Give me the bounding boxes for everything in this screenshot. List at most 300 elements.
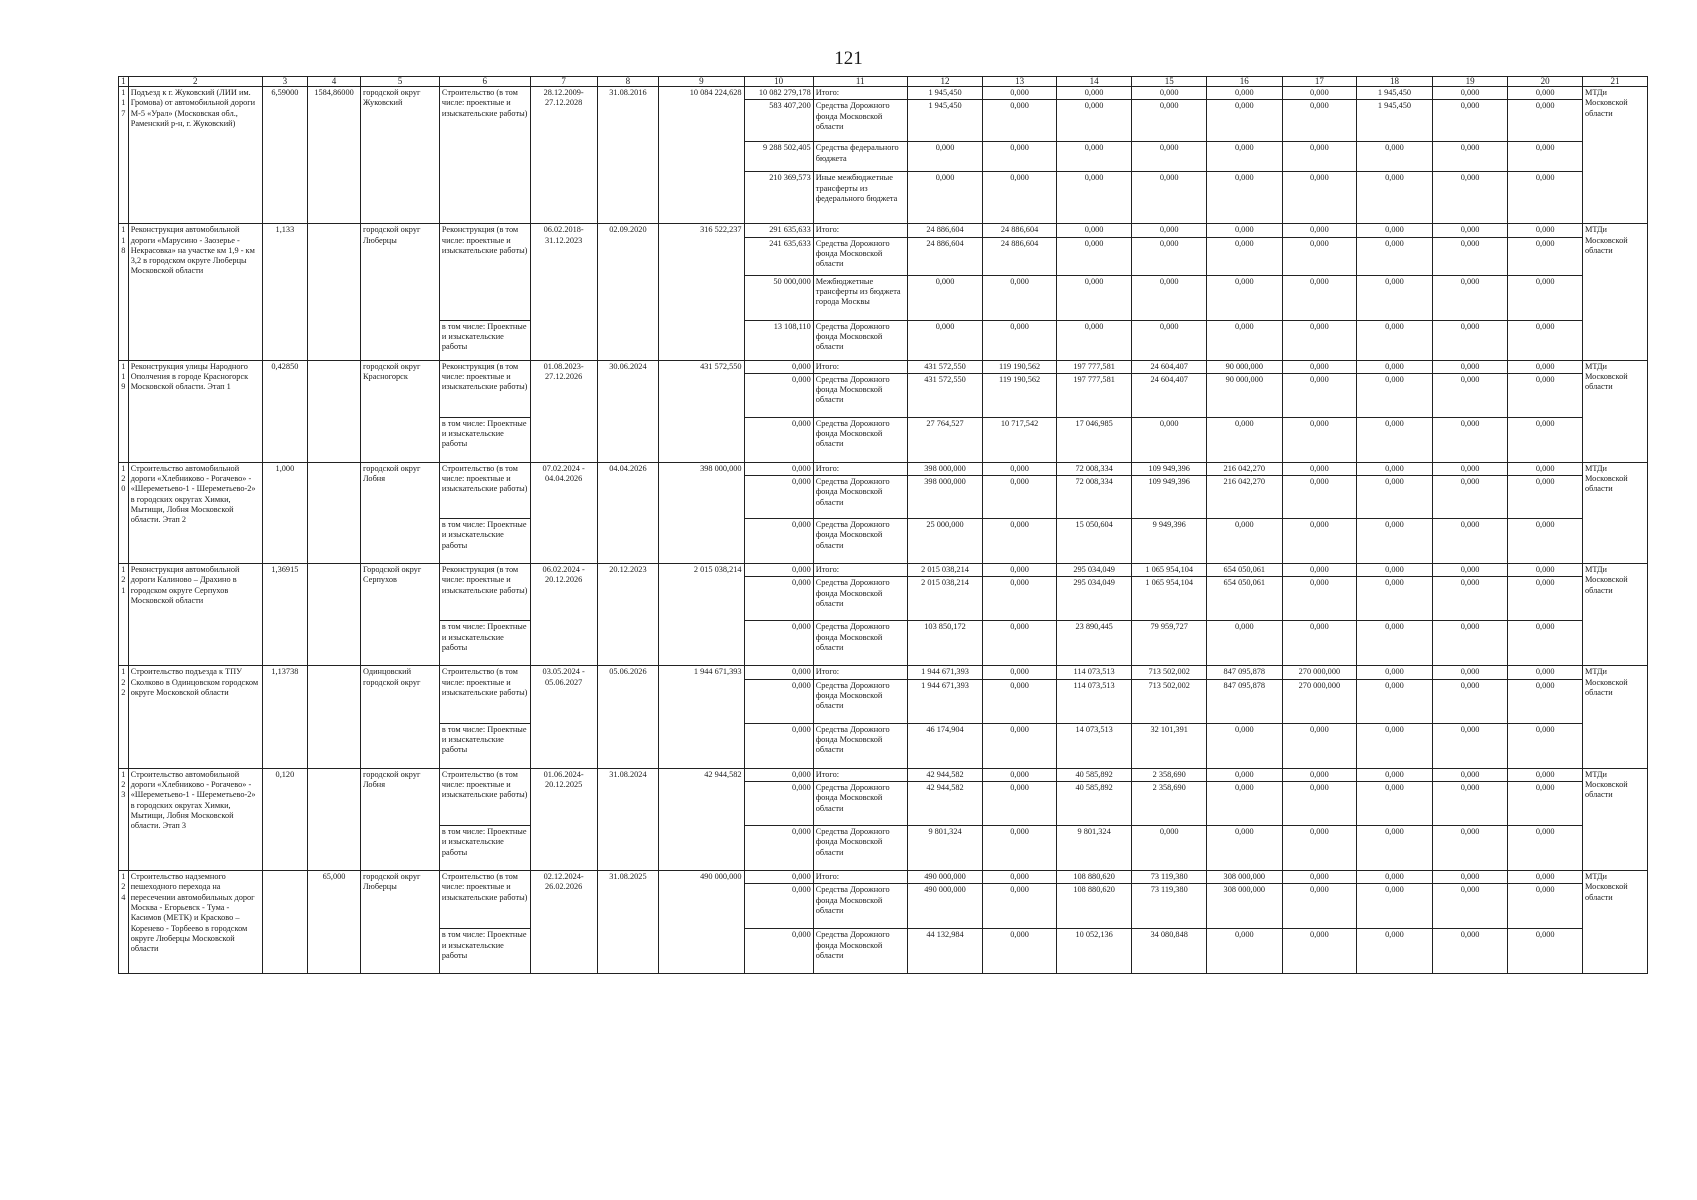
year-amount: 79 959,727 bbox=[1132, 621, 1207, 666]
year-amount: 0,000 bbox=[1282, 519, 1357, 564]
funding-source: Итого: bbox=[813, 224, 907, 237]
year-amount: 0,000 bbox=[1282, 768, 1357, 781]
year-amount: 46 174,904 bbox=[907, 723, 983, 768]
record-row bbox=[119, 360, 1648, 373]
year-amount: 0,000 bbox=[1206, 621, 1282, 666]
length-value: 65,000 bbox=[308, 871, 361, 974]
year-amount: 0,000 bbox=[907, 320, 983, 360]
funded-to-date: 13 108,110 bbox=[744, 320, 813, 360]
year-amount: 0,000 bbox=[983, 462, 1056, 475]
funded-to-date: 0,000 bbox=[744, 929, 813, 974]
year-amount: 0,000 bbox=[1056, 237, 1132, 275]
year-amount: 0,000 bbox=[1357, 237, 1433, 275]
year-amount: 90 000,000 bbox=[1206, 360, 1282, 373]
year-amount: 0,000 bbox=[1206, 929, 1282, 974]
estimated-cost: 490 000,000 bbox=[659, 871, 744, 974]
municipality: Одинцовский городской округ bbox=[361, 666, 440, 768]
year-amount: 0,000 bbox=[1206, 320, 1282, 360]
year-amount: 0,000 bbox=[1132, 417, 1207, 462]
work-type: Строительство (в том числе: проектные и изыскательские работы) bbox=[439, 462, 530, 518]
year-amount: 0,000 bbox=[1357, 320, 1433, 360]
funded-to-date: 0,000 bbox=[744, 577, 813, 621]
year-amount: 0,000 bbox=[1508, 782, 1583, 826]
year-amount: 0,000 bbox=[1282, 373, 1357, 417]
year-amount: 0,000 bbox=[983, 782, 1056, 826]
customer: МТДи Московской области bbox=[1582, 360, 1647, 462]
year-amount: 1 945,450 bbox=[907, 87, 983, 100]
year-amount: 0,000 bbox=[1357, 476, 1433, 519]
year-amount: 25 000,000 bbox=[907, 519, 983, 564]
column-number: 18 bbox=[1357, 77, 1433, 87]
work-type: Строительство (в том числе: проектные и изыскательские работы) bbox=[439, 87, 530, 224]
year-amount: 40 585,892 bbox=[1056, 768, 1132, 781]
work-subtype: в том числе: Проектные и изыскательские работы bbox=[439, 929, 530, 974]
year-amount: 0,000 bbox=[1357, 172, 1433, 224]
year-amount: 0,000 bbox=[1206, 723, 1282, 768]
year-amount: 0,000 bbox=[1282, 826, 1357, 871]
year-amount: 0,000 bbox=[1282, 237, 1357, 275]
year-amount: 0,000 bbox=[1432, 87, 1508, 100]
column-number: 10 bbox=[744, 77, 813, 87]
year-amount: 0,000 bbox=[1132, 826, 1207, 871]
period: 06.02.2018-31.12.2023 bbox=[530, 224, 597, 360]
funding-source: Иные межбюджетные трансферты из федерального бюджета bbox=[813, 172, 907, 224]
customer: МТДи Московской области bbox=[1582, 768, 1647, 870]
year-amount: 0,000 bbox=[1432, 320, 1508, 360]
year-amount: 270 000,000 bbox=[1282, 666, 1357, 679]
year-amount: 17 046,985 bbox=[1056, 417, 1132, 462]
municipality: городской округ Красногорск bbox=[361, 360, 440, 462]
year-amount: 1 945,450 bbox=[907, 100, 983, 142]
year-amount: 0,000 bbox=[1508, 373, 1583, 417]
estimated-cost: 1 944 671,393 bbox=[659, 666, 744, 768]
funding-source: Средства Дорожного фонда Московской области bbox=[813, 884, 907, 929]
municipality: городской округ Лобня bbox=[361, 462, 440, 563]
column-number: 12 bbox=[907, 77, 983, 87]
year-amount: 0,000 bbox=[1508, 417, 1583, 462]
year-amount: 0,000 bbox=[1508, 462, 1583, 475]
year-amount: 0,000 bbox=[1357, 462, 1433, 475]
year-amount: 0,000 bbox=[983, 679, 1056, 723]
year-amount: 197 777,581 bbox=[1056, 360, 1132, 373]
year-amount: 0,000 bbox=[983, 564, 1056, 577]
year-amount: 0,000 bbox=[983, 476, 1056, 519]
year-amount: 0,000 bbox=[1206, 172, 1282, 224]
year-amount: 0,000 bbox=[1357, 871, 1433, 884]
year-amount: 10 717,542 bbox=[983, 417, 1056, 462]
year-amount: 119 190,562 bbox=[983, 360, 1056, 373]
year-amount: 103 850,172 bbox=[907, 621, 983, 666]
year-amount: 0,000 bbox=[983, 577, 1056, 621]
length-value bbox=[308, 224, 361, 360]
funding-source: Средства Дорожного фонда Московской области bbox=[813, 621, 907, 666]
column-number: 19 bbox=[1432, 77, 1508, 87]
year-amount: 0,000 bbox=[1508, 929, 1583, 974]
year-amount: 0,000 bbox=[1282, 782, 1357, 826]
funded-to-date: 583 407,200 bbox=[744, 100, 813, 142]
funded-to-date: 0,000 bbox=[744, 417, 813, 462]
customer: МТДи Московской области bbox=[1582, 87, 1647, 224]
record-number: 118 bbox=[119, 224, 129, 360]
year-amount: 398 000,000 bbox=[907, 476, 983, 519]
year-amount: 0,000 bbox=[1432, 462, 1508, 475]
year-amount: 0,000 bbox=[1282, 621, 1357, 666]
year-amount: 0,000 bbox=[1282, 275, 1357, 320]
column-number: 7 bbox=[530, 77, 597, 87]
year-amount: 9 801,324 bbox=[1056, 826, 1132, 871]
estimated-cost: 2 015 038,214 bbox=[659, 564, 744, 666]
year-amount: 42 944,582 bbox=[907, 782, 983, 826]
year-amount: 0,000 bbox=[1282, 100, 1357, 142]
year-amount: 0,000 bbox=[1508, 87, 1583, 100]
object-name: Реконструкция автомобильной дороги Калиново – Драхино в городском округе Серпухов Московской области bbox=[128, 564, 262, 666]
year-amount: 654 050,061 bbox=[1206, 577, 1282, 621]
year-amount: 0,000 bbox=[1432, 679, 1508, 723]
year-amount: 0,000 bbox=[1432, 723, 1508, 768]
year-amount: 0,000 bbox=[1132, 275, 1207, 320]
completion-date: 02.09.2020 bbox=[597, 224, 659, 360]
year-amount: 0,000 bbox=[1508, 768, 1583, 781]
funded-to-date: 50 000,000 bbox=[744, 275, 813, 320]
work-type: Строительство (в том числе: проектные и изыскательские работы) bbox=[439, 768, 530, 825]
year-amount: 0,000 bbox=[1132, 237, 1207, 275]
year-amount: 0,000 bbox=[1508, 275, 1583, 320]
year-amount: 216 042,270 bbox=[1206, 462, 1282, 475]
year-amount: 0,000 bbox=[1206, 87, 1282, 100]
year-amount: 72 008,334 bbox=[1056, 462, 1132, 475]
year-amount: 0,000 bbox=[1056, 320, 1132, 360]
year-amount: 197 777,581 bbox=[1056, 373, 1132, 417]
work-subtype: в том числе: Проектные и изыскательские работы bbox=[439, 621, 530, 666]
work-subtype: в том числе: Проектные и изыскательские работы bbox=[439, 826, 530, 871]
year-amount: 0,000 bbox=[1282, 884, 1357, 929]
year-amount: 0,000 bbox=[1357, 224, 1433, 237]
funding-source: Средства Дорожного фонда Московской области bbox=[813, 476, 907, 519]
year-amount: 0,000 bbox=[1357, 519, 1433, 564]
year-amount: 0,000 bbox=[1432, 666, 1508, 679]
year-amount: 0,000 bbox=[1206, 142, 1282, 172]
funded-to-date: 0,000 bbox=[744, 564, 813, 577]
funding-source: Средства Дорожного фонда Московской области bbox=[813, 782, 907, 826]
completion-date: 05.06.2026 bbox=[597, 666, 659, 768]
record-row bbox=[119, 564, 1648, 577]
year-amount: 0,000 bbox=[1432, 275, 1508, 320]
year-amount: 0,000 bbox=[1432, 172, 1508, 224]
column-number: 1 bbox=[119, 77, 129, 87]
year-amount: 0,000 bbox=[1432, 360, 1508, 373]
year-amount: 0,000 bbox=[1206, 237, 1282, 275]
column-number: 15 bbox=[1132, 77, 1207, 87]
customer: МТДи Московской области bbox=[1582, 871, 1647, 974]
year-amount: 0,000 bbox=[983, 884, 1056, 929]
year-amount: 0,000 bbox=[1432, 519, 1508, 564]
length-value bbox=[308, 360, 361, 462]
year-amount: 0,000 bbox=[1357, 417, 1433, 462]
length-value bbox=[308, 564, 361, 666]
year-amount: 23 890,445 bbox=[1056, 621, 1132, 666]
funded-to-date: 0,000 bbox=[744, 360, 813, 373]
year-amount: 0,000 bbox=[1357, 666, 1433, 679]
column-number: 20 bbox=[1508, 77, 1583, 87]
object-name: Реконструкция улицы Народного Ополчения в городе Красногорск Московской области. Этап 1 bbox=[128, 360, 262, 462]
year-amount: 0,000 bbox=[1357, 373, 1433, 417]
year-amount: 0,000 bbox=[1206, 826, 1282, 871]
year-amount: 0,000 bbox=[1432, 564, 1508, 577]
year-amount: 0,000 bbox=[1432, 373, 1508, 417]
work-subtype: в том числе: Проектные и изыскательские работы bbox=[439, 417, 530, 462]
funding-source: Средства Дорожного фонда Московской области bbox=[813, 929, 907, 974]
year-amount: 0,000 bbox=[1357, 782, 1433, 826]
column-number: 17 bbox=[1282, 77, 1357, 87]
year-amount: 216 042,270 bbox=[1206, 476, 1282, 519]
funded-to-date: 210 369,573 bbox=[744, 172, 813, 224]
year-amount: 0,000 bbox=[1357, 142, 1433, 172]
period: 01.06.2024-20.12.2025 bbox=[530, 768, 597, 870]
year-amount: 490 000,000 bbox=[907, 871, 983, 884]
funding-source: Итого: bbox=[813, 564, 907, 577]
year-amount: 24 886,604 bbox=[983, 224, 1056, 237]
year-amount: 0,000 bbox=[1508, 679, 1583, 723]
completion-date: 04.04.2026 bbox=[597, 462, 659, 563]
year-amount: 24 604,407 bbox=[1132, 373, 1207, 417]
year-amount: 10 052,136 bbox=[1056, 929, 1132, 974]
year-amount: 0,000 bbox=[1432, 100, 1508, 142]
year-amount: 0,000 bbox=[1282, 417, 1357, 462]
funded-to-date: 0,000 bbox=[744, 679, 813, 723]
funded-to-date: 0,000 bbox=[744, 621, 813, 666]
year-amount: 0,000 bbox=[907, 172, 983, 224]
record-number: 119 bbox=[119, 360, 129, 462]
column-number: 9 bbox=[659, 77, 744, 87]
year-amount: 0,000 bbox=[1508, 320, 1583, 360]
year-amount: 0,000 bbox=[1432, 826, 1508, 871]
year-amount: 1 944 671,393 bbox=[907, 679, 983, 723]
column-number: 8 bbox=[597, 77, 659, 87]
year-amount: 0,000 bbox=[1282, 723, 1357, 768]
municipality: городской округ Люберцы bbox=[361, 224, 440, 360]
completion-date: 31.08.2016 bbox=[597, 87, 659, 224]
year-amount: 0,000 bbox=[1132, 172, 1207, 224]
work-type: Реконструкция (в том числе: проектные и изыскательские работы) bbox=[439, 360, 530, 417]
record-row bbox=[119, 224, 1648, 237]
estimated-cost: 42 944,582 bbox=[659, 768, 744, 870]
year-amount: 0,000 bbox=[983, 666, 1056, 679]
period: 03.05.2024 - 05.06.2027 bbox=[530, 666, 597, 768]
year-amount: 490 000,000 bbox=[907, 884, 983, 929]
record-row bbox=[119, 462, 1648, 475]
year-amount: 2 015 038,214 bbox=[907, 564, 983, 577]
year-amount: 1 065 954,104 bbox=[1132, 577, 1207, 621]
year-amount: 713 502,002 bbox=[1132, 666, 1207, 679]
year-amount: 0,000 bbox=[1508, 577, 1583, 621]
column-number: 5 bbox=[361, 77, 440, 87]
year-amount: 270 000,000 bbox=[1282, 679, 1357, 723]
year-amount: 0,000 bbox=[983, 172, 1056, 224]
year-amount: 0,000 bbox=[1432, 224, 1508, 237]
year-amount: 308 000,000 bbox=[1206, 871, 1282, 884]
year-amount: 0,000 bbox=[1206, 275, 1282, 320]
year-amount: 0,000 bbox=[1432, 782, 1508, 826]
completion-date: 20.12.2023 bbox=[597, 564, 659, 666]
work-subtype: в том числе: Проектные и изыскательские работы bbox=[439, 320, 530, 360]
year-amount: 0,000 bbox=[1056, 172, 1132, 224]
length-value bbox=[308, 666, 361, 768]
capacity-value bbox=[262, 871, 307, 974]
year-amount: 0,000 bbox=[983, 275, 1056, 320]
year-amount: 24 886,604 bbox=[907, 237, 983, 275]
year-amount: 9 949,396 bbox=[1132, 519, 1207, 564]
object-name: Строительство автомобильной дороги «Хлебниково - Рогачево» - «Шереметьево-1 - Шереметьево-2» в городских округах Химки, Мытищи, Лобня Московской области. Этап 2 bbox=[128, 462, 262, 563]
funding-source: Средства Дорожного фонда Московской области bbox=[813, 237, 907, 275]
year-amount: 44 132,984 bbox=[907, 929, 983, 974]
period: 02.12.2024-26.02.2026 bbox=[530, 871, 597, 974]
year-amount: 0,000 bbox=[1282, 577, 1357, 621]
column-number: 3 bbox=[262, 77, 307, 87]
year-amount: 0,000 bbox=[1132, 224, 1207, 237]
year-amount: 0,000 bbox=[1508, 237, 1583, 275]
object-name: Реконструкция автомобильной дороги «Марусино - Заозерье - Некрасовка» на участке км 1,9 - км 3,2 в городском округе Люберцы Московской области bbox=[128, 224, 262, 360]
funded-to-date: 0,000 bbox=[744, 826, 813, 871]
year-amount: 2 358,690 bbox=[1132, 768, 1207, 781]
funding-source: Итого: bbox=[813, 462, 907, 475]
estimated-cost: 316 522,237 bbox=[659, 224, 744, 360]
capacity-value: 0,42850 bbox=[262, 360, 307, 462]
year-amount: 0,000 bbox=[1357, 723, 1433, 768]
funding-source: Средства Дорожного фонда Московской области bbox=[813, 417, 907, 462]
funding-source: Средства Дорожного фонда Московской области bbox=[813, 826, 907, 871]
funding-source: Средства Дорожного фонда Московской области bbox=[813, 100, 907, 142]
year-amount: 0,000 bbox=[1357, 929, 1433, 974]
year-amount: 15 050,604 bbox=[1056, 519, 1132, 564]
funding-source: Средства Дорожного фонда Московской области bbox=[813, 723, 907, 768]
municipality: городской округ Жуковский bbox=[361, 87, 440, 224]
completion-date: 31.08.2024 bbox=[597, 768, 659, 870]
year-amount: 847 095,878 bbox=[1206, 679, 1282, 723]
column-number: 16 bbox=[1206, 77, 1282, 87]
column-number-row bbox=[119, 77, 1648, 87]
funding-source: Средства Дорожного фонда Московской области bbox=[813, 519, 907, 564]
year-amount: 431 572,550 bbox=[907, 360, 983, 373]
funded-to-date: 291 635,633 bbox=[744, 224, 813, 237]
funded-to-date: 0,000 bbox=[744, 768, 813, 781]
funded-to-date: 0,000 bbox=[744, 462, 813, 475]
funded-to-date: 0,000 bbox=[744, 871, 813, 884]
record-row bbox=[119, 768, 1648, 781]
year-amount: 0,000 bbox=[1508, 224, 1583, 237]
period: 07.02.2024 - 04.04.2026 bbox=[530, 462, 597, 563]
year-amount: 308 000,000 bbox=[1206, 884, 1282, 929]
year-amount: 72 008,334 bbox=[1056, 476, 1132, 519]
funding-source: Итого: bbox=[813, 768, 907, 781]
year-amount: 2 358,690 bbox=[1132, 782, 1207, 826]
year-amount: 713 502,002 bbox=[1132, 679, 1207, 723]
year-amount: 398 000,000 bbox=[907, 462, 983, 475]
year-amount: 0,000 bbox=[1282, 462, 1357, 475]
year-amount: 0,000 bbox=[1357, 768, 1433, 781]
year-amount: 0,000 bbox=[1206, 768, 1282, 781]
year-amount: 0,000 bbox=[1357, 621, 1433, 666]
funded-to-date: 0,000 bbox=[744, 373, 813, 417]
funded-to-date: 0,000 bbox=[744, 884, 813, 929]
year-amount: 0,000 bbox=[1508, 100, 1583, 142]
completion-date: 31.08.2025 bbox=[597, 871, 659, 974]
object-name: Строительство автомобильной дороги «Хлебниково - Рогачево» - «Шереметьево-1 - Шереметьево-2» в городских округах Химки, Мытищи, Лобня Московской области. Этап 3 bbox=[128, 768, 262, 870]
length-value bbox=[308, 768, 361, 870]
year-amount: 0,000 bbox=[1056, 100, 1132, 142]
funded-to-date: 9 288 502,405 bbox=[744, 142, 813, 172]
year-amount: 0,000 bbox=[1206, 519, 1282, 564]
customer: МТДи Московской области bbox=[1582, 666, 1647, 768]
page-number: 121 bbox=[834, 48, 863, 69]
funded-to-date: 0,000 bbox=[744, 666, 813, 679]
year-amount: 0,000 bbox=[1508, 871, 1583, 884]
record-number: 124 bbox=[119, 871, 129, 974]
year-amount: 1 944 671,393 bbox=[907, 666, 983, 679]
record-number: 117 bbox=[119, 87, 129, 224]
column-number: 4 bbox=[308, 77, 361, 87]
year-amount: 0,000 bbox=[1432, 142, 1508, 172]
municipality: Городской округ Серпухов bbox=[361, 564, 440, 666]
year-amount: 14 073,513 bbox=[1056, 723, 1132, 768]
year-amount: 0,000 bbox=[1508, 564, 1583, 577]
year-amount: 0,000 bbox=[1432, 476, 1508, 519]
year-amount: 0,000 bbox=[1282, 224, 1357, 237]
work-subtype: в том числе: Проектные и изыскательские работы bbox=[439, 723, 530, 768]
year-amount: 90 000,000 bbox=[1206, 373, 1282, 417]
length-value bbox=[308, 462, 361, 563]
customer: МТДи Московской области bbox=[1582, 224, 1647, 360]
year-amount: 0,000 bbox=[1206, 100, 1282, 142]
year-amount: 0,000 bbox=[983, 320, 1056, 360]
year-amount: 0,000 bbox=[1508, 476, 1583, 519]
year-amount: 0,000 bbox=[1282, 172, 1357, 224]
year-amount: 1 945,450 bbox=[1357, 100, 1433, 142]
year-amount: 0,000 bbox=[1056, 142, 1132, 172]
year-amount: 0,000 bbox=[1508, 621, 1583, 666]
funded-to-date: 0,000 bbox=[744, 519, 813, 564]
year-amount: 0,000 bbox=[1357, 577, 1433, 621]
funding-source: Итого: bbox=[813, 666, 907, 679]
year-amount: 114 073,513 bbox=[1056, 666, 1132, 679]
year-amount: 0,000 bbox=[983, 100, 1056, 142]
year-amount: 0,000 bbox=[1282, 87, 1357, 100]
year-amount: 0,000 bbox=[1206, 224, 1282, 237]
year-amount: 108 880,620 bbox=[1056, 884, 1132, 929]
object-name: Строительство подъезда к ТПУ Сколково в Одинцовском городском округе Московской области bbox=[128, 666, 262, 768]
year-amount: 119 190,562 bbox=[983, 373, 1056, 417]
year-amount: 0,000 bbox=[1282, 929, 1357, 974]
year-amount: 0,000 bbox=[1508, 884, 1583, 929]
year-amount: 0,000 bbox=[1508, 519, 1583, 564]
year-amount: 0,000 bbox=[1432, 577, 1508, 621]
object-name: Строительство надземного пешеходного перехода на пересечении автомобильных дорог Москва - Егорьевск - Тума - Касимов (МЕТК) и Красково – Коренево - Торбеево в городском округе Люберцы Московской области bbox=[128, 871, 262, 974]
year-amount: 42 944,582 bbox=[907, 768, 983, 781]
year-amount: 0,000 bbox=[1132, 100, 1207, 142]
record-number: 122 bbox=[119, 666, 129, 768]
capacity-value: 6,59000 bbox=[262, 87, 307, 224]
year-amount: 0,000 bbox=[983, 142, 1056, 172]
column-number: 13 bbox=[983, 77, 1056, 87]
year-amount: 0,000 bbox=[1282, 871, 1357, 884]
year-amount: 0,000 bbox=[1432, 417, 1508, 462]
funding-source: Средства Дорожного фонда Московской области bbox=[813, 373, 907, 417]
funding-source: Средства Дорожного фонда Московской области bbox=[813, 679, 907, 723]
year-amount: 0,000 bbox=[983, 621, 1056, 666]
year-amount: 0,000 bbox=[1432, 768, 1508, 781]
funding-source: Итого: bbox=[813, 87, 907, 100]
year-amount: 0,000 bbox=[983, 519, 1056, 564]
completion-date: 30.06.2024 bbox=[597, 360, 659, 462]
